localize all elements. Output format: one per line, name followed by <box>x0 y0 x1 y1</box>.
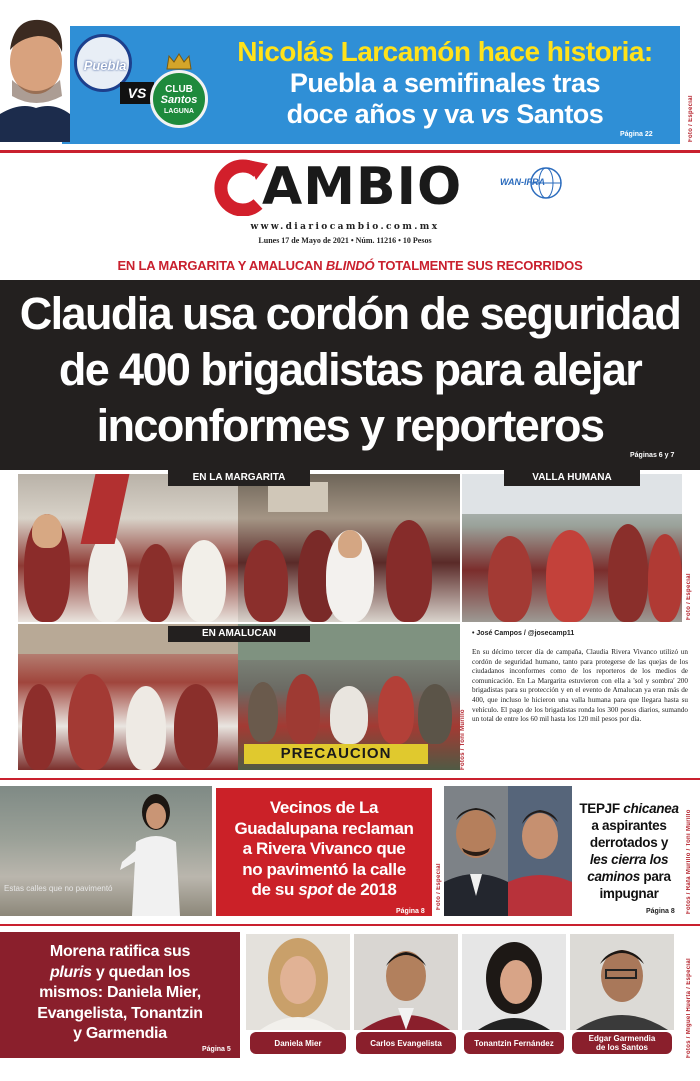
morena-headline[interactable]: Morena ratifica sus pluris y quedan los mismos: Daniela Mier, Evangelista, Tonantzin y Garmendia <box>37 943 203 1042</box>
portrait-edgar-garmendia <box>570 934 674 1030</box>
headline-kicker: EN LA MARGARITA Y AMALUCAN BLINDÓ TOTALMENTE SUS RECORRIDOS <box>117 258 583 273</box>
cambio-logo[interactable]: AMBIO <box>262 157 463 217</box>
portrait-daniela-mier <box>246 934 350 1030</box>
caution-tape: PRECAUCION <box>244 744 428 764</box>
story-body[interactable]: En su décimo tercer día de campaña, Claudia Rivera Vivanco utilizó un cordón de seguridad humano, tanto para protegerse de las quejas de los ciudadanos inconformes como de los reporteros de los medios de comunicación. En La Margarita estuvieron con ella a 'sol y sombra' 200 brigadistas para su protección y en el evento de Amalucan ya eran más de 400, que incluso le hicieron una valla humana para que llegara hasta su vehículo. El pago de los brigadistas ronda los 300 pesos diarios, sumando un total de entre los 60 mil hasta los 120 mil pesos por día. <box>472 648 688 724</box>
video-caption: Estas calles que no pavimentó <box>4 884 113 893</box>
crown-icon <box>166 52 192 70</box>
coach-photo <box>0 10 70 142</box>
main-page-ref: Páginas 6 y 7 <box>630 452 675 459</box>
morena-page-ref: Página 5 <box>202 1046 231 1053</box>
official-portrait-1 <box>444 786 508 916</box>
label-margarita: EN LA MARGARITA <box>168 470 310 486</box>
guadalupana-page-ref: Página 8 <box>396 908 425 915</box>
team-away-label: CLUB Santos LAGUNA <box>160 84 198 115</box>
story-byline: • José Campos / @josecamp11 <box>472 630 575 637</box>
sports-photo-credit: Foto / Especial <box>688 95 694 142</box>
label-human-fence: VALLA HUMANA <box>504 470 640 486</box>
team-home-label: Puebla <box>83 58 127 73</box>
photo-margarita-candidate <box>238 474 460 622</box>
name-tag-carlos-evangelista: Carlos Evangelista <box>356 1032 456 1054</box>
photo-credit: Fotos / Toni Murillo <box>460 709 466 770</box>
guadalupana-credit: Foto / Especial <box>436 863 442 910</box>
sports-headline[interactable]: Nicolás Larcamón hace historia: Puebla a semifinales tras doce años y va vs Santos <box>237 36 653 129</box>
tepjf-page-ref: Página 8 <box>646 908 675 915</box>
wan-ifra-label: WAN-IFRA <box>500 177 545 187</box>
photo-human-fence <box>462 474 682 622</box>
edition-dateline: Lunes 17 de Mayo de 2021 • Núm. 11216 • 10 Pesos <box>258 236 432 245</box>
vs-badge: VS <box>120 82 154 104</box>
section-divider <box>0 778 700 780</box>
official-portrait-2 <box>508 786 572 916</box>
section-divider <box>0 150 700 153</box>
tepjf-credit: Fotos / Rafa Murillo / Toni Murillo <box>686 809 692 914</box>
reporter-photo <box>118 792 194 916</box>
label-amalucan: EN AMALUCAN <box>168 626 310 642</box>
name-tag-edgar-garmendia: Edgar Garmendia de los Santos <box>572 1032 672 1054</box>
name-tag-daniela-mier: Daniela Mier <box>250 1032 346 1054</box>
photo-margarita-crowd <box>18 474 238 622</box>
sports-page-ref: Página 22 <box>620 131 653 138</box>
main-headline[interactable]: Claudia usa cordón de seguridad de 400 brigadistas para alejar inconformes y reporteros <box>19 288 681 451</box>
morena-credit: Fotos / Miguel Huerta / Especial <box>686 958 692 1058</box>
name-tag-tonantzin-fernandez: Tonantzin Fernández <box>464 1032 564 1054</box>
section-divider <box>0 924 700 926</box>
portrait-tonantzin-fernandez <box>462 934 566 1030</box>
portrait-carlos-evangelista <box>354 934 458 1030</box>
photo-amalucan-brigade <box>18 624 238 770</box>
tepjf-headline[interactable]: TEPJF chicanea a aspirantes derrotados y les cierra los caminos para impugnar <box>579 801 679 901</box>
site-url[interactable]: www.diariocambio.com.mx <box>250 222 440 232</box>
photo-credit-2: Foto / Especial <box>686 573 692 620</box>
guadalupana-headline[interactable]: Vecinos de La Guadalupana reclaman a Rivera Vivanco que no pavimentó la calle de su spot de 2018 <box>234 798 414 899</box>
